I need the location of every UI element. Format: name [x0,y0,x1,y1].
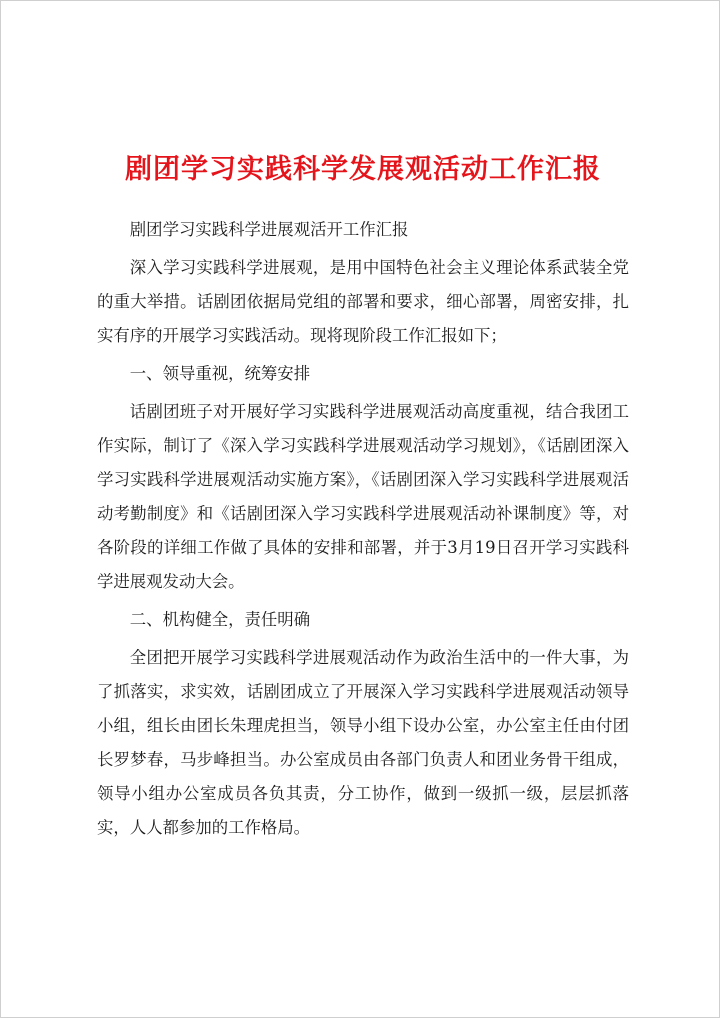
section-heading-2: 二、机构健全，责任明确 [129,610,311,629]
document-body [97,213,629,849]
paragraph-section-1: 话剧团班子对开展好学习实践科学进展观活动高度重视，结合我团工作实际，制订了《深入学习实践科学进展观活动学习规划》，《话剧团深入学习实践科学进展观活动实施方案》，《话剧团深入学习实践科学进展观活动考勤制度》和《话剧团深入学习实践科学进展观活动补课制度》等，对各阶段的详细工作做了具体的安排和部署，并于3月19日召开学习实践科学进展观发动大会。 [97,402,629,591]
paragraph-intro: 深入学习实践科学进展观，是用中国特色社会主义理论体系武装全党的重大举措。话剧团依据局党组的部署和要求，细心部署，周密安排，扎实有序的开展学习实践活动。现将现阶段工作汇报如下； [97,258,629,345]
paragraph-section-2: 全团把开展学习实践科学进展观活动作为政治生活中的一件大事，为了抓落实，求实效，话剧团成立了开展深入学习实践科学进展观活动领导小组，组长由团长朱理虎担当，领导小组下设办公室，办公室主任由付团长罗梦春，马步峰担当。办公室成员由各部门负责人和团业务骨干组成，领导小组办公室成员各负其责，分工协作，做到一级抓一级，层层抓落实，人人都参加的工作格局。 [97,648,629,837]
document-title: 剧团学习实践科学发展观活动工作汇报 [125,154,601,185]
paragraph-subtitle: 剧团学习实践科学进展观活开工作汇报 [129,220,409,239]
section-heading-1: 一、领导重视，统筹安排 [129,364,311,383]
